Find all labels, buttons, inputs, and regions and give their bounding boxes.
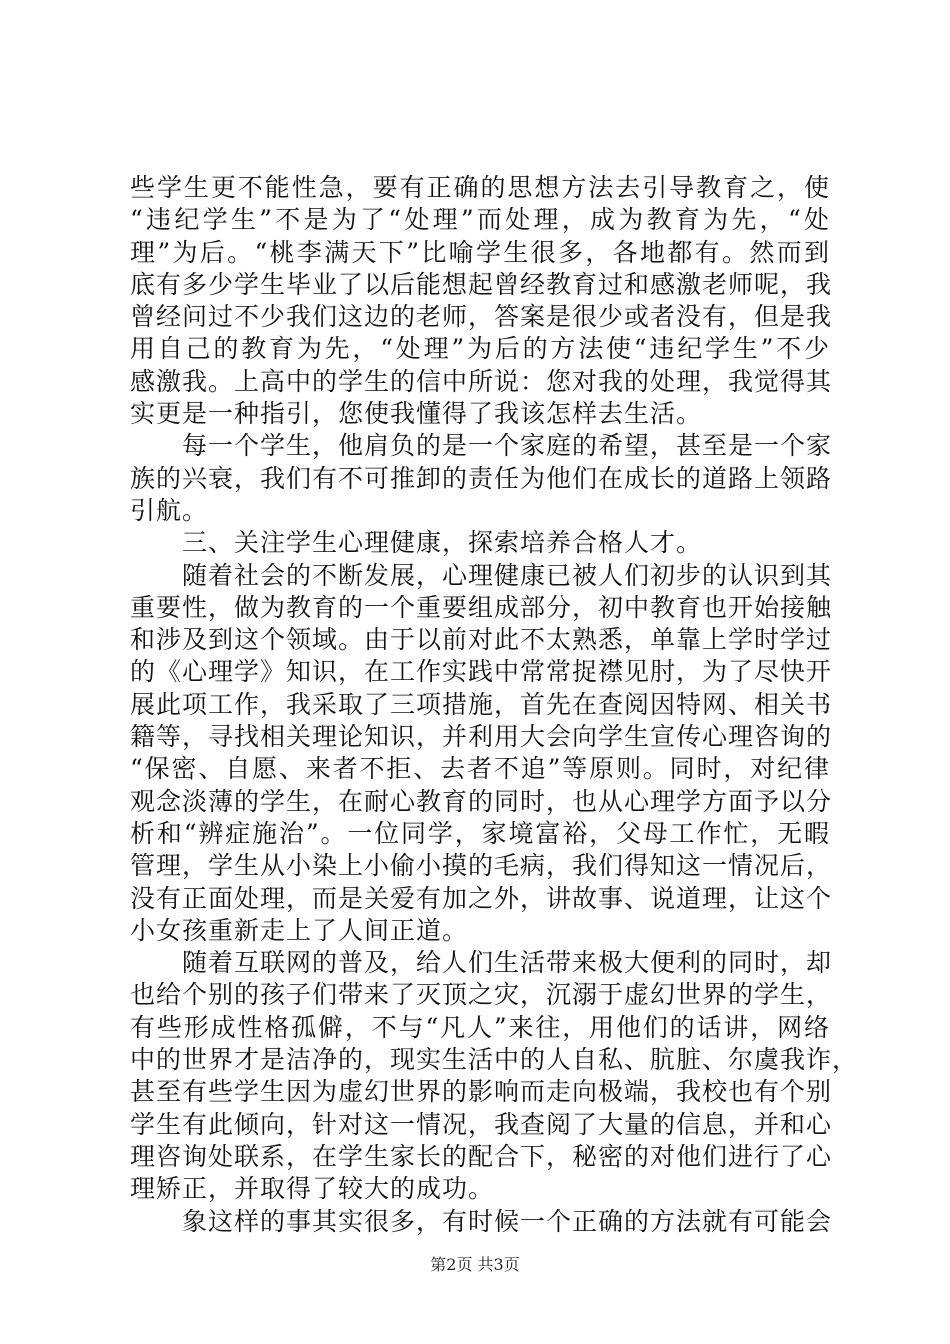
text-line: 有些形成性格孤僻，不与“凡人”来往，用他们的话讲，网络	[130, 1012, 830, 1042]
text-line: 也给个别的孩子们带来了灭顶之灾，沉溺于虚幻世界的学生，	[130, 980, 833, 1010]
text-line: 的《心理学》知识，在工作实践中常常捉襟见肘，为了尽快开	[130, 657, 833, 687]
text-line: 感激我。上高中的学生的信中所说：您对我的处理，我觉得其	[130, 366, 833, 396]
text-line: 引航。	[130, 495, 209, 525]
text-line: 籍等，寻找相关理论知识，并利用大会向学生宣传心理咨询的	[130, 722, 833, 752]
text-line: 用自己的教育为先，“处理”为后的方法使“违纪学生”不少	[130, 334, 830, 364]
text-line: 象这样的事其实很多，有时候一个正确的方法就有可能会	[130, 1206, 833, 1236]
text-line: 没有正面处理，而是关爱有加之外，讲故事、说道理，让这个	[130, 883, 833, 913]
document-body	[130, 172, 859, 1238]
text-line: 曾经问过不少我们这边的老师，答案是很少或者没有，但是我	[130, 302, 833, 332]
text-line: 观念淡薄的学生，在耐心教育的同时，也从心理学方面予以分	[130, 786, 833, 816]
text-line: 和涉及到这个领域。由于以前对此不太熟悉，单靠上学时学过	[130, 625, 833, 655]
text-line: 展此项工作，我采取了三项措施，首先在查阅因特网、相关书	[130, 689, 833, 719]
text-line: 底有多少学生毕业了以后能想起曾经教育过和感激老师呢，我	[130, 269, 833, 299]
text-line: “违纪学生”不是为了“处理”而处理，成为教育为先，“处	[130, 205, 830, 235]
page-footer: 第2页 共3页	[430, 1255, 520, 1274]
text-line: 族的兴衰，我们有不可推卸的责任为他们在成长的道路上领路	[130, 463, 833, 493]
text-line: 学生有此倾向，针对这一情况，我查阅了大量的信息，并和心	[130, 1109, 833, 1139]
text-line: 析和“辨症施治”。一位同学，家境富裕，父母工作忙，无暇	[130, 818, 830, 848]
text-line: 理”为后。“桃李满天下”比喻学生很多，各地都有。然而到	[130, 237, 830, 267]
text-line: 重要性，做为教育的一个重要组成部分，初中教育也开始接触	[130, 592, 833, 622]
text-line: 小女孩重新走上了人间正道。	[130, 915, 469, 945]
text-line: 随着互联网的普及，给人们生活带来极大便利的同时，却	[130, 948, 833, 978]
text-line: 管理，学生从小染上小偷小摸的毛病，我们得知这一情况后，	[130, 851, 833, 881]
text-line: “保密、自愿、来者不拒、去者不追”等原则。同时，对纪律	[130, 754, 830, 784]
text-line: 三、关注学生心理健康，探索培养合格人才。	[130, 528, 703, 558]
text-line: 甚至有些学生因为虚幻世界的影响而走向极端，我校也有个别	[130, 1077, 833, 1107]
text-line: 理矫正，并取得了较大的成功。	[130, 1174, 495, 1204]
text-line: 些学生更不能性急，要有正确的思想方法去引导教育之，使	[130, 173, 830, 202]
text-line: 随着社会的不断发展，心理健康已被人们初步的认识到其	[130, 560, 833, 590]
text-line: 理咨询处联系，在学生家长的配合下，秘密的对他们进行了心	[130, 1141, 833, 1171]
text-line: 实更是一种指引，您使我懂得了我该怎样去生活。	[130, 399, 703, 429]
text-line: 每一个学生，他肩负的是一个家庭的希望，甚至是一个家	[130, 431, 833, 461]
text-line: 中的世界才是洁净的，现实生活中的人自私、肮脏、尔虞我诈，	[130, 1045, 859, 1075]
